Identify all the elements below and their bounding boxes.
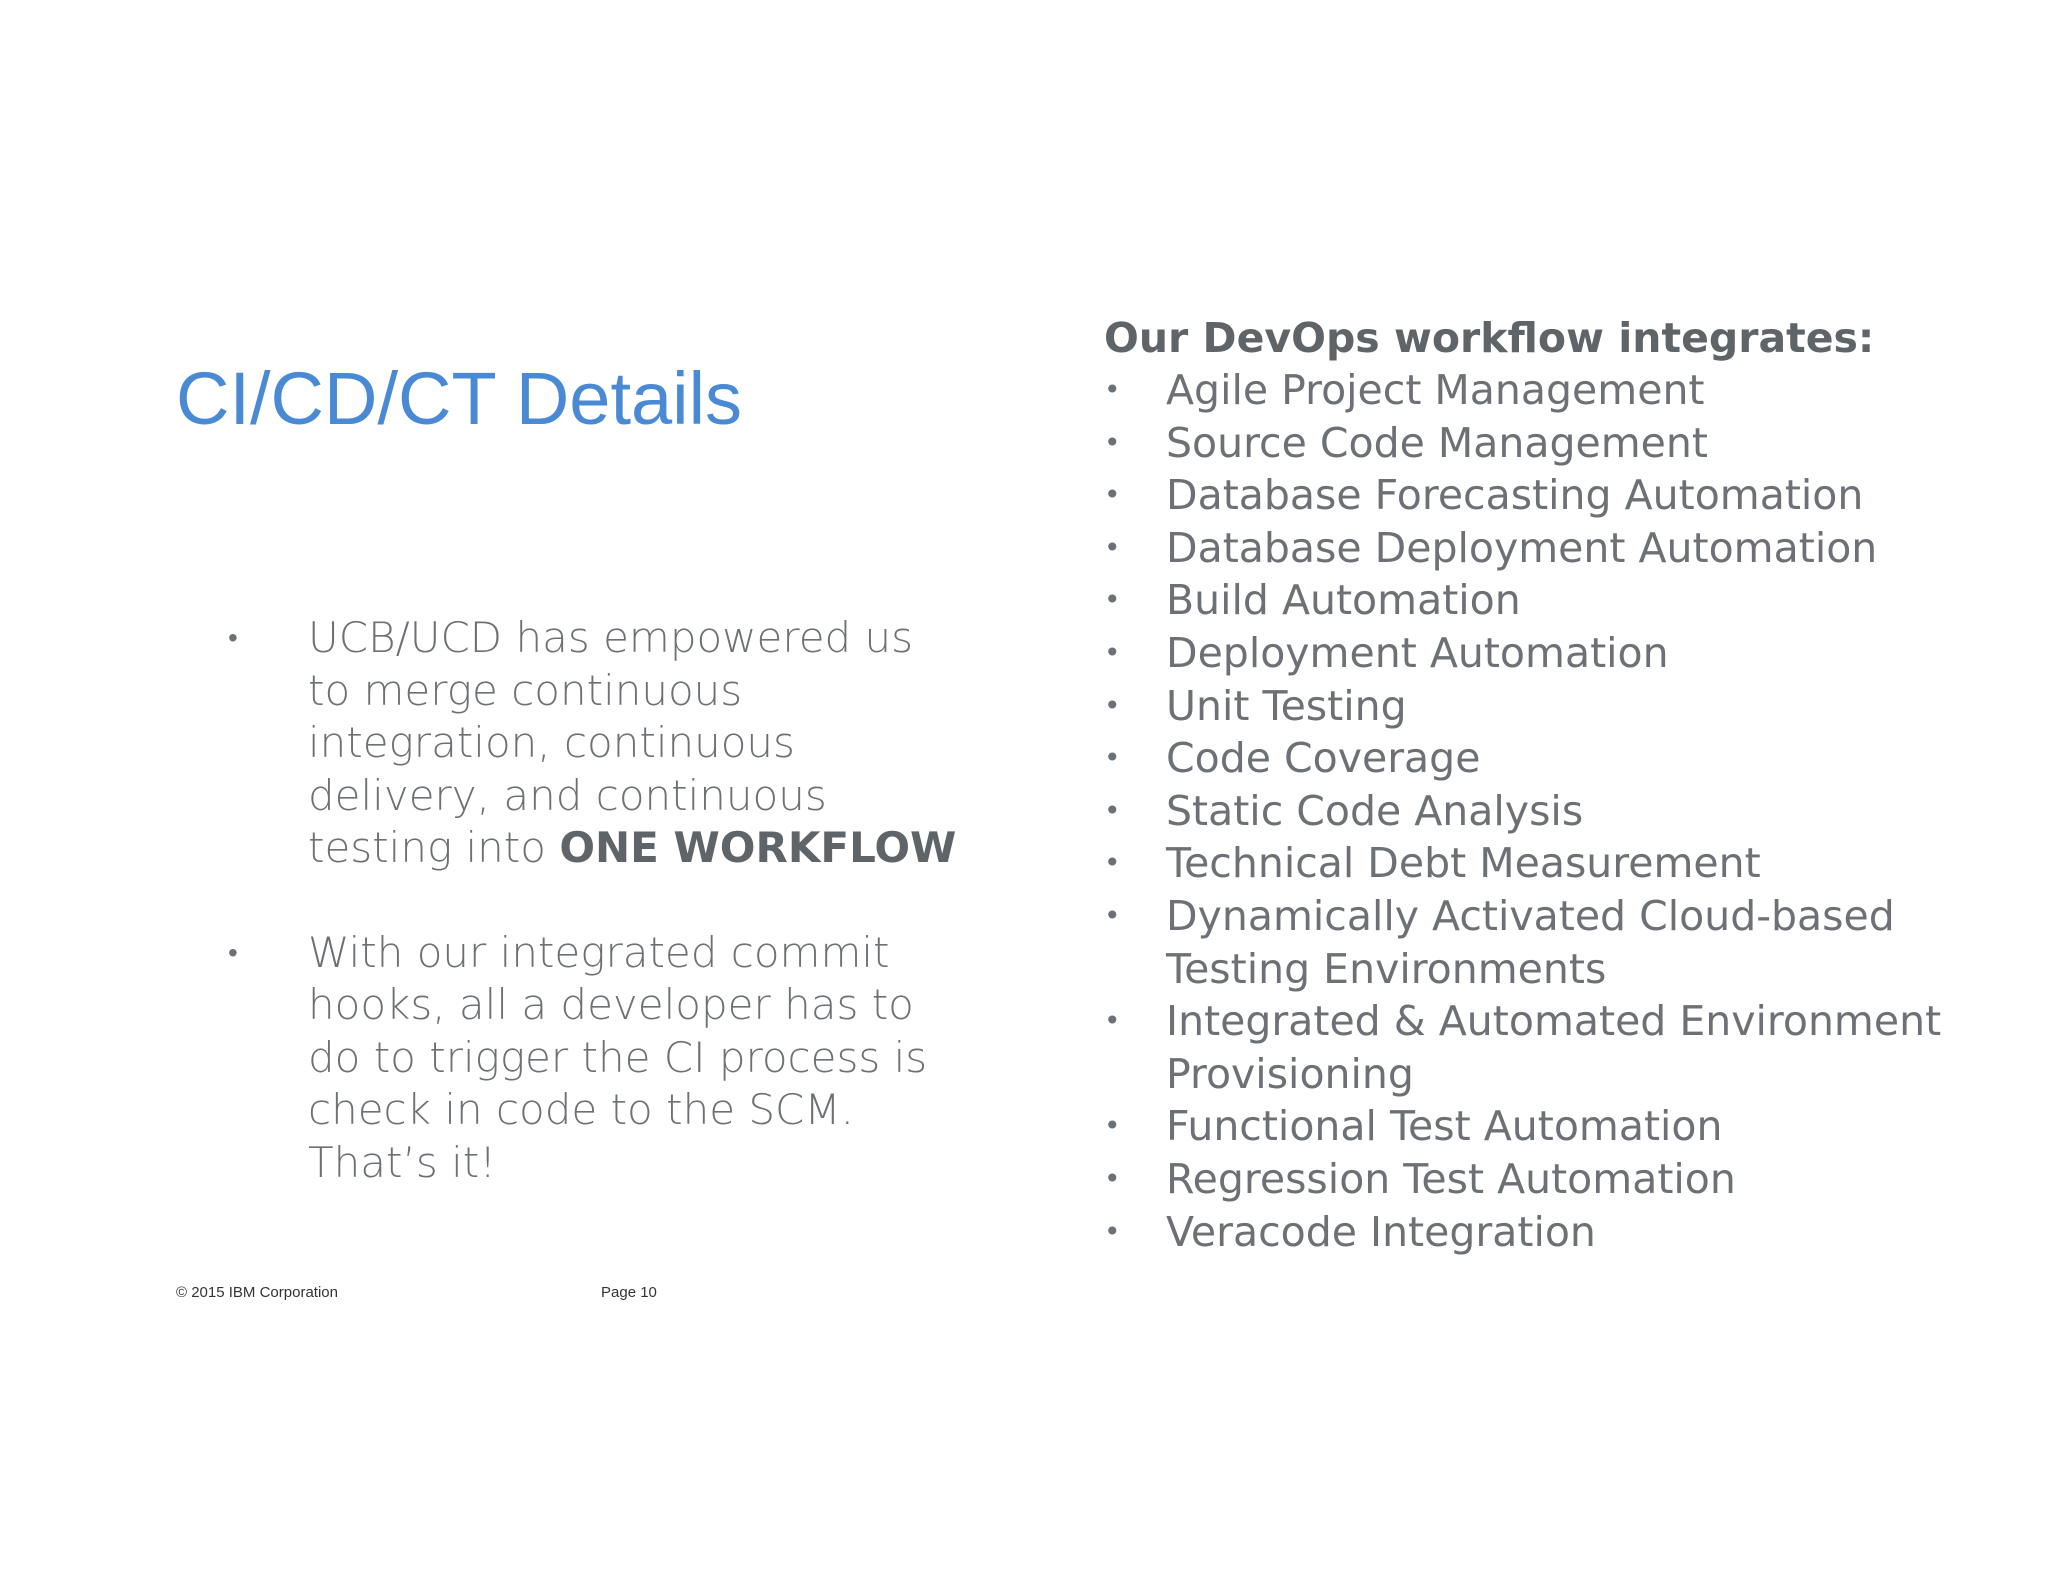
workflow-item [1104, 995, 2004, 1100]
workflow-item [1104, 1206, 2004, 1259]
bullet-icon: • [1104, 478, 1121, 512]
bullet-icon: • [1104, 1161, 1121, 1195]
workflow-item-label: Regression Test Automation [1166, 1154, 1736, 1203]
footer-page-number: Page 10 [601, 1284, 657, 1301]
workflow-item-label: Database Forecasting Automation [1166, 471, 1864, 520]
bullet-icon: • [1104, 846, 1121, 880]
bullet-icon: • [1104, 425, 1121, 459]
devops-workflow-block [1104, 312, 2004, 1258]
devops-workflow-heading: Our DevOps workflow integrates: [1104, 314, 1875, 362]
devops-workflow-list [1104, 364, 2004, 1258]
workflow-item [1104, 680, 2004, 733]
bullet-icon: • [1104, 1004, 1121, 1038]
left-bullet-text: UCB/UCD has empowered us to merge continuous integration, continuous delivery, and continuous testing into [308, 613, 914, 872]
bullet-icon: • [1104, 898, 1121, 932]
bullet-icon: • [1104, 793, 1121, 827]
slide-title: CI/CD/CT Details [176, 357, 743, 440]
bullet-icon: • [1104, 1109, 1121, 1143]
workflow-item-label: Unit Testing [1166, 681, 1407, 730]
workflow-item [1104, 890, 2004, 995]
workflow-item-label: Integrated & Automated Environment Provisioning [1166, 997, 1942, 1098]
workflow-item-label: Functional Test Automation [1166, 1102, 1723, 1151]
left-bullet-emphasis: ONE WORKFLOW [559, 823, 957, 872]
bullet-icon: • [1104, 583, 1121, 617]
workflow-item [1104, 1100, 2004, 1153]
workflow-item-label: Static Code Analysis [1166, 786, 1584, 835]
workflow-item [1104, 469, 2004, 522]
left-bullet-text: With our integrated commit hooks, all a developer has to do to trigger the CI process is check in code to the SCM. That’s it! [308, 927, 928, 1187]
left-bullet-item [228, 927, 968, 1190]
workflow-item-label: Database Deployment Automation [1166, 523, 1878, 572]
bullet-icon: • [1104, 1214, 1121, 1248]
workflow-item [1104, 364, 2004, 417]
workflow-item-label: Code Coverage [1166, 734, 1481, 783]
workflow-item-label: Technical Debt Measurement [1166, 839, 1761, 888]
bullet-icon: • [228, 935, 238, 969]
workflow-item [1104, 522, 2004, 575]
workflow-item [1104, 732, 2004, 785]
left-bullet-item [228, 612, 968, 875]
bullet-icon: • [1104, 635, 1121, 669]
workflow-item-label: Dynamically Activated Cloud-based Testing Environments [1166, 891, 1895, 993]
bullet-icon: • [1104, 688, 1121, 722]
workflow-item-label: Build Automation [1166, 576, 1521, 625]
workflow-item [1104, 1153, 2004, 1206]
bullet-icon: • [1104, 741, 1121, 775]
workflow-item [1104, 785, 2004, 838]
workflow-item [1104, 574, 2004, 627]
left-bullet-list [228, 612, 968, 1241]
bullet-icon: • [228, 621, 238, 654]
workflow-item-label: Agile Project Management [1166, 366, 1705, 414]
workflow-item [1104, 417, 2004, 470]
workflow-item-label: Deployment Automation [1166, 628, 1669, 677]
footer-copyright: © 2015 IBM Corporation [176, 1284, 338, 1301]
workflow-item-label: Veracode Integration [1166, 1207, 1596, 1256]
workflow-item [1104, 627, 2004, 680]
workflow-item-label: Source Code Management [1166, 418, 1708, 467]
bullet-icon: • [1104, 373, 1121, 406]
bullet-icon: • [1104, 530, 1121, 564]
workflow-item [1104, 837, 2004, 890]
